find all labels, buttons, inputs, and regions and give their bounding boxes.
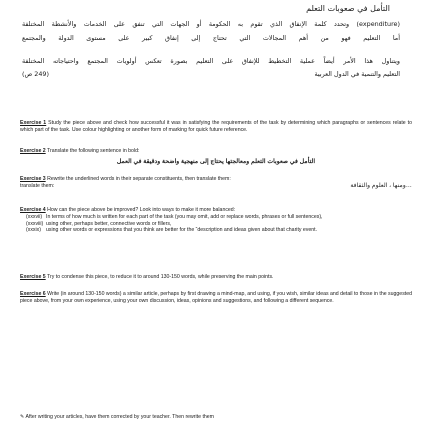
item-marker: (xxxviii) (26, 220, 44, 227)
list-item (26, 221, 412, 228)
arabic-sentence-bold: التأمل في صعوبات التعلم ومعالجتها يحتاج إلى منهجية واضحة ودقيقة في العمل (116, 157, 316, 165)
arabic-line: (expenditure) وتحدد كلمة الإنفاق الذي تقوم به الحكومة أو الجهات التي تنفق على الخدمات والأنشطة المختلفة (22, 20, 400, 28)
item-text: In terms of how much is written for each part of the task (you may omit, add or replace words, phrases or full sentences), (46, 213, 323, 220)
arabic-line: ويتناول هذا الأمر أيضاً عملية التخطيط للإنفاق على التعليم بصورة تعكس أولويات المجتمع واحتياجاته المختلفة (22, 57, 400, 65)
list-item (26, 214, 412, 221)
exercise-text: Write (in around 130-150 words) a similar article, perhaps by first drawing a mind-map, and using, if you wish, similar ideas and detail to those in the suggested piece above, from your own experience, using your own discussion, ideas, opinions and suggestions, and following a different sequence. (20, 291, 412, 304)
arabic-page-ref: (249 ص) (22, 70, 49, 78)
exercise-label: Exercise 4 (20, 207, 46, 213)
teacher-note (20, 414, 412, 420)
arabic-words: …ومنها ، العلوم والثقافة (350, 181, 412, 189)
arabic-paragraph-1 (22, 17, 400, 45)
note-text: After writing your articles, have them corrected by your teacher. Then rewrite them (25, 414, 214, 420)
exercise-4-items (20, 214, 412, 234)
arabic-source-title: التعليم والتنمية في الدول العربية (314, 70, 400, 78)
arabic-line: أما التعليم فهو من أهم المجالات التي تحتاج إلى إنفاق كبير على مستوى الدولة والمجتمع (22, 34, 400, 42)
exercise-1 (20, 120, 412, 134)
exercise-label: Exercise 3 (20, 176, 46, 182)
exercise-2 (20, 148, 412, 168)
exercise-5 (20, 274, 412, 281)
exercise-label: Exercise 2 (20, 148, 46, 154)
exercise-text: Rewrite the underlined words in their separate constituents, then translate them: (47, 176, 231, 182)
exercise-label: Exercise 1 (20, 120, 47, 126)
exercise-6 (20, 291, 412, 305)
exercise-text: Translate the following sentence in bold: (47, 148, 140, 154)
exercise-label: Exercise 6 (20, 291, 46, 297)
translation-pair (20, 183, 412, 190)
item-text: using other, perhaps better, connective words or fillers, (46, 220, 172, 227)
translation-prompt: translate them: (20, 182, 55, 189)
exercise-4 (20, 207, 412, 234)
item-marker: (xxxvii) (26, 213, 43, 220)
exercise-text: Try to condense this piece, to reduce it to around 130-150 words, while preserving the main points. (47, 274, 274, 280)
exercise-label: Exercise 5 (20, 274, 46, 280)
pencil-icon: ✎ (20, 414, 25, 420)
list-item (26, 227, 412, 234)
item-marker: (xxxix) (26, 227, 41, 234)
exercise-3 (20, 176, 412, 190)
exercise-text: Study the piece above and check how successful it was in satisfying the requirements of the task by determining which paragraphs or sentences relate to which part of the task. Use colour highlighting or another form of marking for quick future reference. (20, 120, 412, 133)
arabic-heading: التأمل في صعوبات التعلم (306, 4, 390, 13)
arabic-paragraph-2 (22, 55, 400, 81)
item-text: using other words or expressions that you think are better for the “description and ideas given about that charity event. (46, 227, 318, 234)
exercise-text: How can the piece above be improved? Look into ways to make it more balanced: (47, 207, 236, 213)
arabic-line (22, 68, 400, 81)
